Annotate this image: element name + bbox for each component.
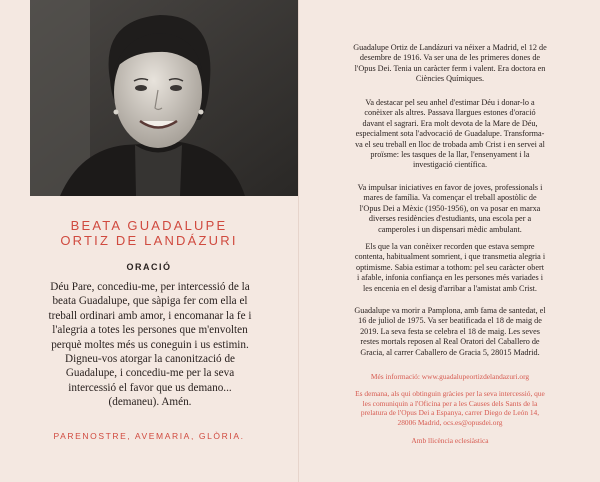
bio-line: l'Opus Dei. Tenia un caràcter ferm i valent. Era doctora en xyxy=(354,63,546,73)
bio-paragraph-initiatives xyxy=(334,183,566,235)
bio-line: 16 de juliol de 1975. Va ser beatificada el 18 de maig de xyxy=(358,316,542,326)
info-line: prelatura de l'Opus Dei a Espanya, carrer Diego de León 14, xyxy=(360,408,540,418)
bio-line: restes mortals reposen al Real Oratori del Caballero de xyxy=(360,337,540,347)
prayer-line: Déu Pare, concediu-me, per intercessió de la xyxy=(50,281,250,293)
name-line-1: BEATA GUADALUPE xyxy=(70,218,228,233)
prayer-line: Guadalupe, i concediu-me per la seva xyxy=(65,367,235,380)
name-line-2: ORTIZ DE LANDÁZURI xyxy=(60,233,238,248)
bio-line: mares de família. Va començar el treball apostòlic de xyxy=(363,193,537,203)
closing-prayers: PARENOSTRE, AVEMARIA, GLÒRIA. xyxy=(53,431,245,441)
fold-divider xyxy=(298,0,299,482)
portrait-image xyxy=(30,0,298,196)
prayer-line: l'alegria a totes les persones que m'envolten xyxy=(52,324,248,337)
bio-line: 2019. La seva festa se celebra el 18 de maig. Les seves xyxy=(360,326,540,336)
bio-line: desembre de 1916. Va ser una de les primeres dones de xyxy=(359,53,541,63)
bio-line: Va impulsar iniciatives en favor de joves, professionals i xyxy=(357,183,543,192)
bio-paragraph-character xyxy=(334,242,566,294)
bio-line: Guadalupe va morir a Pamplona, amb fama de santedat, el xyxy=(354,306,546,315)
prayer-line: (demaneu). Amén. xyxy=(108,396,192,409)
graces-request xyxy=(330,389,570,427)
bio-line: diverses residències d'estudiants, una escola per a xyxy=(368,214,532,224)
bio-line: contenta, habitualment somrient, i que transmetia alegria i xyxy=(354,252,546,262)
bio-line: Ciències Químiques. xyxy=(415,74,485,84)
bio-paragraph-birth xyxy=(334,43,566,85)
more-info-link[interactable]: Més informació: www.guadalupeortizdelandazuri.org xyxy=(370,372,530,381)
bio-line: l'Opus Dei a Mèxic (1950-1956), on va posar en marxa xyxy=(359,203,541,213)
bio-paragraph-death xyxy=(334,306,566,358)
prayer-line: intercessió el favor que us demano... xyxy=(68,381,232,394)
bio-paragraph-devotion xyxy=(334,98,566,171)
bio-line: conèixer als altres. Passava llargues estones d'oració xyxy=(364,108,536,118)
info-line: les comuniquin a l'Oficina per a les Causes dels Sants de la xyxy=(362,398,538,408)
bio-line: Guadalupe Ortiz de Landázuri va néixer a Madrid, el 12 de xyxy=(353,43,547,52)
prayer-line: treball ordinari amb amor, i encomanar la fe i xyxy=(48,309,252,322)
bio-line: Els que la van conèixer recorden que estava sempre xyxy=(365,242,535,251)
bio-line: Va destacar pel seu anhel d'estimar Déu i donar-lo a xyxy=(365,98,535,107)
bio-line: les encenia en el desig d'arribar a l'amistat amb Crist. xyxy=(363,283,537,293)
bio-line: investigació científica. xyxy=(412,160,488,170)
bio-line: va el seu treball en lloc de trobada amb Crist i en servei al xyxy=(355,139,545,149)
bio-line: davant el sagrari. Era molt devota de la Mare de Déu, xyxy=(362,118,538,128)
prayer-line: Digneu-vos atorgar la canonització de xyxy=(64,353,236,366)
info-line: 28006 Madrid, ocs.es@opusdei.org xyxy=(397,417,503,427)
bio-line: Gracia, al carrer Caballero de Gracia 5, 28015 Madrid. xyxy=(360,347,540,357)
back-panel xyxy=(300,0,600,482)
bio-line: i afable, infonia confiança en les persones més variades i xyxy=(357,273,543,283)
prayer-line: beata Guadalupe, que sàpiga fer com ella el xyxy=(52,295,248,308)
bio-line: especialment sota l'advocació de Guadalupe. Transforma- xyxy=(355,129,545,139)
ecclesiastical-license: Amb llicència eclesiàstica xyxy=(411,436,489,445)
bio-line: optimisme. Sabia estimar a tothom: pel seu caràcter obert xyxy=(355,262,545,272)
info-line: Es demana, als qui obtinguin gràcies per la seva intercessió, que xyxy=(355,389,545,398)
bio-line: camperoles i un dispensari mèdic ambulant. xyxy=(378,224,522,234)
prayer-text xyxy=(30,280,270,410)
prayer-line: perquè moltes més us coneguin i us estimin. xyxy=(51,338,249,351)
front-panel xyxy=(0,0,298,482)
bio-line: proïsme: les tasques de la llar, l'ensenyament i la xyxy=(370,150,530,160)
portrait-photo xyxy=(30,0,298,196)
prayer-title: ORACIÓ xyxy=(126,262,172,272)
